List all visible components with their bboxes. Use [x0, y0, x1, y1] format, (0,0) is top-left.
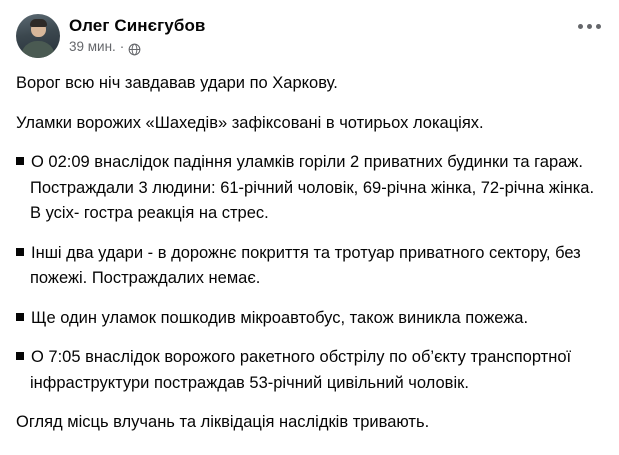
post-paragraph-text: О 02:09 внаслідок падіння уламків горіли 2 приватних будинки та гараж. Постраждали 3 людини: 61-річний чоловік, 69-річна жінка, 72-річна жінка. В усіх- гостра реакція на стрес. [30, 153, 595, 222]
avatar-hair [30, 19, 47, 27]
post-paragraph-text: Інші два удари - в дорожнє покриття та тротуар приватного сектору, без пожежі. Постраждалих немає. [30, 243, 581, 287]
bullet-square-icon [16, 248, 24, 256]
bullet-square-icon [16, 157, 24, 165]
post-paragraph-bullet [16, 306, 603, 332]
post-header [16, 14, 603, 58]
post-paragraph: Огляд місць влучань та ліквідація наслідків тривають. [16, 413, 430, 431]
post-paragraph-text: Ще один уламок пошкодив мікроавтобус, також виникла пожежа. [31, 308, 529, 327]
post-paragraph-bullet [16, 241, 603, 292]
more-options-icon[interactable] [578, 24, 601, 29]
bullet-square-icon [16, 352, 24, 360]
dot [587, 24, 592, 29]
post-paragraph-bullet [16, 345, 603, 396]
post-paragraph-bullet [16, 150, 603, 227]
dot [578, 24, 583, 29]
avatar[interactable] [16, 14, 60, 58]
avatar-body [21, 41, 55, 58]
dot [596, 24, 601, 29]
meta-separator: · [119, 39, 125, 54]
post-paragraph: Уламки ворожих «Шахедів» зафіксовані в чотирьох локаціях. [16, 113, 484, 132]
post-meta [69, 39, 206, 55]
post-header-text [69, 14, 206, 55]
bullet-square-icon [16, 313, 24, 321]
post-timestamp[interactable]: 39 мин. [69, 39, 116, 54]
post-body [16, 71, 603, 436]
globe-icon[interactable] [128, 43, 141, 56]
post-paragraph: Ворог всю ніч завдавав удари по Харкову. [16, 74, 338, 92]
author-name[interactable]: Олег Синєгубов [69, 16, 206, 35]
post-paragraph-text: О 7:05 внаслідок ворожого ракетного обстрілу по об’єкту транспортної інфраструктури постраждав 53-річний цивільний чоловік. [30, 348, 572, 392]
